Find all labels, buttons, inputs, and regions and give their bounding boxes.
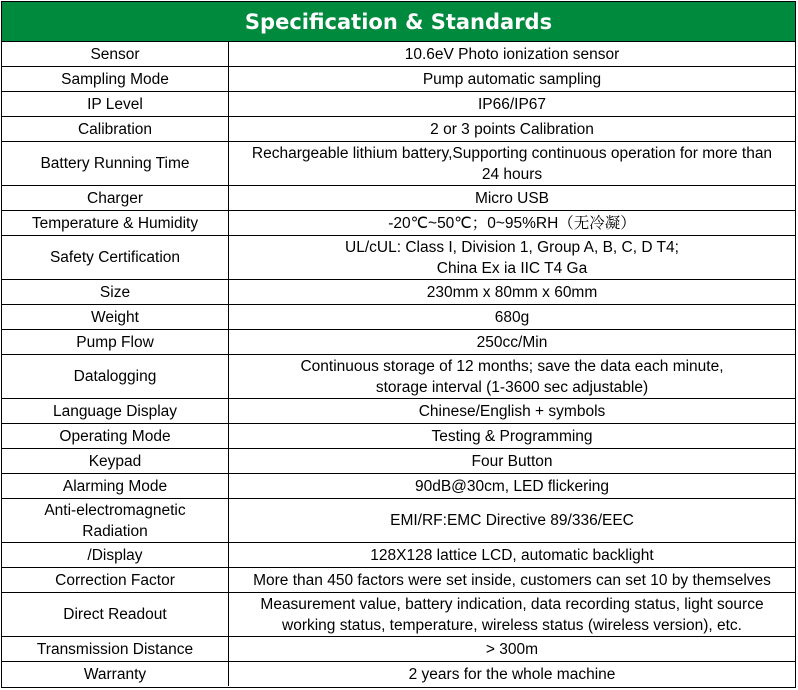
table-row — [2, 280, 795, 305]
row-value — [229, 449, 796, 474]
row-value — [229, 280, 796, 305]
row-label: Direct Readout — [2, 593, 229, 637]
row-label: Charger — [2, 186, 229, 211]
row-value — [229, 355, 796, 399]
table-row — [2, 92, 795, 117]
row-value-line: Micro USB — [474, 189, 550, 207]
row-label: Keypad — [2, 449, 229, 474]
row-label: Operating Mode — [2, 424, 229, 449]
row-value — [229, 637, 796, 662]
table-row — [2, 142, 795, 186]
row-value — [229, 186, 796, 211]
table-row — [2, 662, 795, 687]
spec-table-container — [1, 1, 796, 688]
row-label: Weight — [2, 305, 229, 330]
row-value-line: Pump automatic sampling — [422, 70, 602, 88]
row-value — [229, 474, 796, 499]
row-value — [229, 305, 796, 330]
row-value — [229, 568, 796, 593]
row-value — [229, 142, 796, 186]
row-value — [229, 211, 796, 236]
row-value-line: UL/cUL: Class I, Division 1, Group A, B, C, D T4; — [345, 238, 679, 256]
row-value — [229, 399, 796, 424]
table-row — [2, 499, 795, 543]
row-value-line: 2 or 3 points Calibration — [430, 120, 594, 138]
row-value — [229, 424, 796, 449]
row-label-line: Anti-electromagnetic — [44, 501, 186, 519]
row-value-line: -20℃~50℃；0~95%RH（无冷凝） — [388, 214, 636, 232]
row-value-line: Testing & Programming — [431, 427, 593, 445]
row-value-line: Rechargeable lithium battery,Supporting continuous operation for more than — [251, 144, 773, 162]
table-row — [2, 236, 795, 280]
row-label: Pump Flow — [2, 330, 229, 355]
row-label: Safety Certification — [2, 236, 229, 280]
row-value-line: 250cc/Min — [476, 333, 548, 351]
row-value-line: 128X128 lattice LCD, automatic backlight — [370, 546, 654, 564]
table-row — [2, 42, 795, 67]
table-row — [2, 474, 795, 499]
row-value — [229, 593, 796, 637]
table-row — [2, 399, 795, 424]
row-label: /Display — [2, 543, 229, 568]
row-value-line: storage interval (1-3600 sec adjustable) — [375, 378, 649, 396]
row-label: Correction Factor — [2, 568, 229, 593]
row-label: Datalogging — [2, 355, 229, 399]
table-row — [2, 67, 795, 92]
row-value — [229, 330, 796, 355]
table-row — [2, 543, 795, 568]
spec-table — [2, 42, 795, 686]
row-label: Battery Running Time — [2, 142, 229, 186]
row-label: Transmission Distance — [2, 637, 229, 662]
table-row — [2, 305, 795, 330]
row-value-line: Measurement value, battery indication, data recording status, light source — [260, 595, 764, 613]
row-value — [229, 92, 796, 117]
row-value-line: 24 hours — [481, 165, 543, 183]
row-value-line: Four Button — [471, 452, 553, 470]
row-label-line: Radiation — [82, 522, 148, 540]
table-title: Specification & Standards — [2, 2, 795, 42]
row-value-line: 230mm x 80mm x 60mm — [426, 283, 598, 301]
row-value — [229, 117, 796, 142]
row-value-line: IP66/IP67 — [477, 95, 547, 113]
row-label: Warranty — [2, 662, 229, 687]
table-row — [2, 117, 795, 142]
row-value-line: Chinese/English + symbols — [418, 402, 606, 420]
row-value-line: 10.6eV Photo ionization sensor — [404, 45, 620, 63]
row-value-line: China Ex ia IIC T4 Ga — [436, 259, 588, 277]
table-row — [2, 449, 795, 474]
row-value-line: Continuous storage of 12 months; save the data each minute, — [300, 357, 724, 375]
row-value-line: 2 years for the whole machine — [408, 665, 616, 683]
row-value — [229, 42, 796, 67]
row-value — [229, 67, 796, 92]
row-label: Language Display — [2, 399, 229, 424]
row-value — [229, 499, 796, 543]
table-row — [2, 186, 795, 211]
row-label — [2, 499, 229, 543]
table-row — [2, 568, 795, 593]
row-label: Size — [2, 280, 229, 305]
row-label: Temperature & Humidity — [2, 211, 229, 236]
row-value — [229, 662, 796, 687]
row-value-line: 680g — [494, 308, 530, 326]
row-label: Calibration — [2, 117, 229, 142]
table-row — [2, 355, 795, 399]
row-value-line: 90dB@30cm, LED flickering — [414, 477, 610, 495]
table-row — [2, 330, 795, 355]
row-value — [229, 236, 796, 280]
row-value-line: working status, temperature, wireless status (wireless version), etc. — [282, 616, 742, 634]
table-row — [2, 211, 795, 236]
row-label: Sensor — [2, 42, 229, 67]
row-value-line: More than 450 factors were set inside, customers can set 10 by themselves — [253, 571, 771, 589]
row-label: Sampling Mode — [2, 67, 229, 92]
table-row — [2, 637, 795, 662]
row-value — [229, 543, 796, 568]
row-label: IP Level — [2, 92, 229, 117]
row-label: Alarming Mode — [2, 474, 229, 499]
table-row — [2, 424, 795, 449]
row-value-line: EMI/RF:EMC Directive 89/336/EEC — [390, 512, 634, 529]
row-value-line: > 300m — [485, 640, 539, 658]
table-row — [2, 593, 795, 637]
